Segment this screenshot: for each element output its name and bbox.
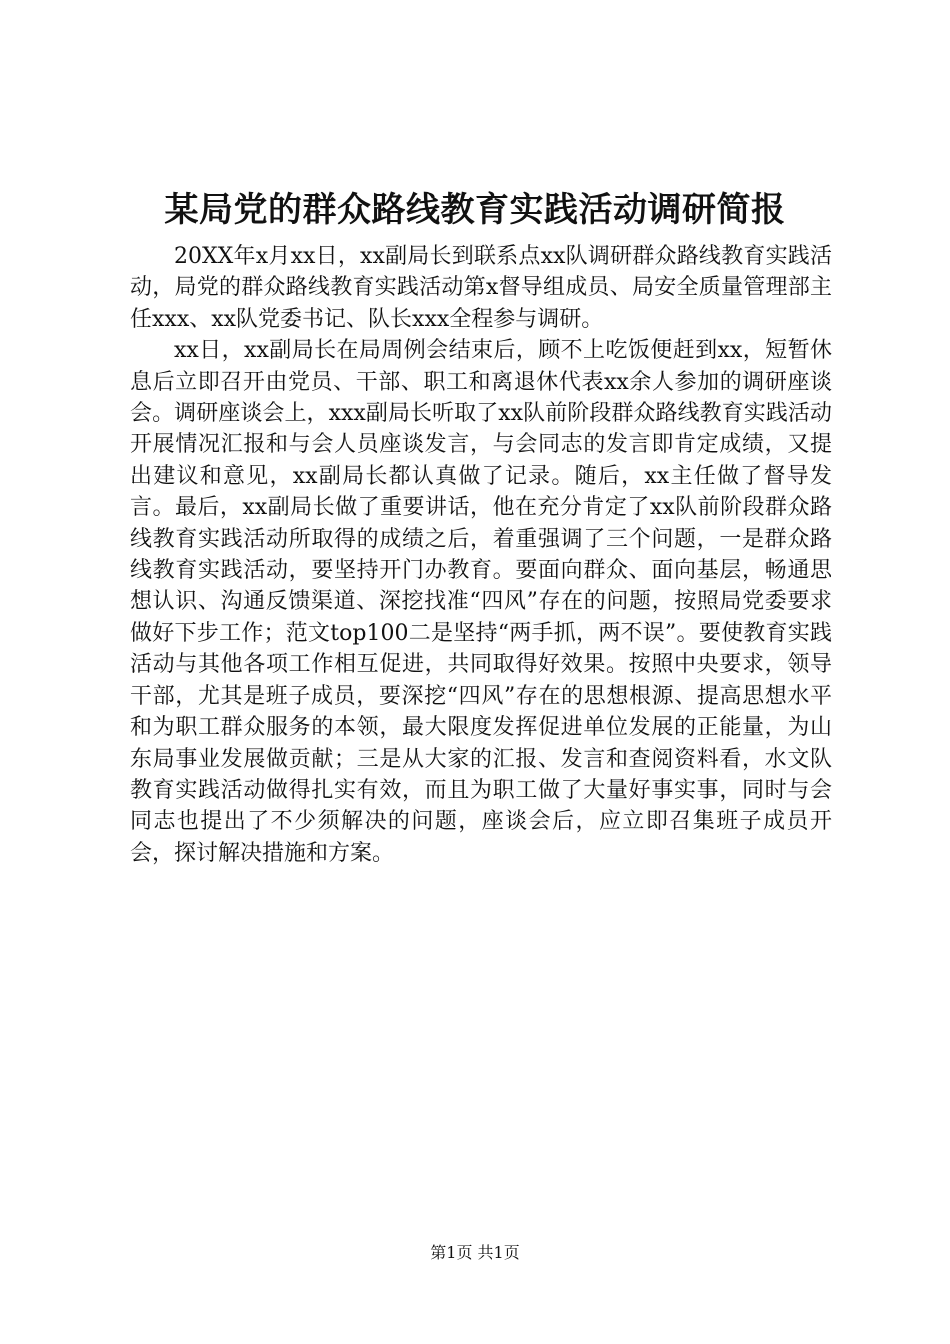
- paragraph: xx日，xx副局长在局周例会结束后，顾不上吃饭便赶到xx，短暂休息后立即召开由党员、干部、职工和离退休代表xx余人参加的调研座谈会。调研座谈会上，xxx副局长听取了xx队前阶段群众路线教育实践活动开展情况汇报和与会人员座谈发言，与会同志的发言即肯定成绩，又提出建议和意见，xx副局长都认真做了记录。随后，xx主任做了督导发言。最后，xx副局长做了重要讲话，他在充分肯定了xx队前阶段群众路线教育实践活动所取得的成绩之后，着重强调了三个问题，一是群众路线教育实践活动，要坚持开门办教育。要面向群众、面向基层，畅通思想认识、沟通反馈渠道、深挖找准“四风”存在的问题，按照局党委要求做好下步工作；范文top100二是坚持“两手抓，两不误”。要使教育实践活动与其他各项工作相互促进，共同取得好效果。按照中央要求，领导干部，尤其是班子成员，要深挖“四风”存在的思想根源、提高思想水平和为职工群众服务的本领，最大限度发挥促进单位发展的正能量，为山东局事业发展做贡献；三是从大家的汇报、发言和查阅资料看，水文队教育实践活动做得扎实有效，而且为职工做了大量好事实事，同时与会同志也提出了不少须解决的问题，座谈会后，应立即召集班子成员开会，探讨解决措施和方案。: [130, 338, 832, 866]
- document-body: [130, 241, 832, 869]
- paragraph: 20XX年x月xx日，xx副局长到联系点xx队调研群众路线教育实践活动，局党的群众路线教育实践活动第x督导组成员、局安全质量管理部主任xxx、xx队党委书记、队长xxx全程参与调研。: [130, 244, 832, 332]
- page-number-footer: 第1页 共1页: [430, 1243, 520, 1262]
- document-title: 某局党的群众路线教育实践活动调研简报: [164, 190, 786, 230]
